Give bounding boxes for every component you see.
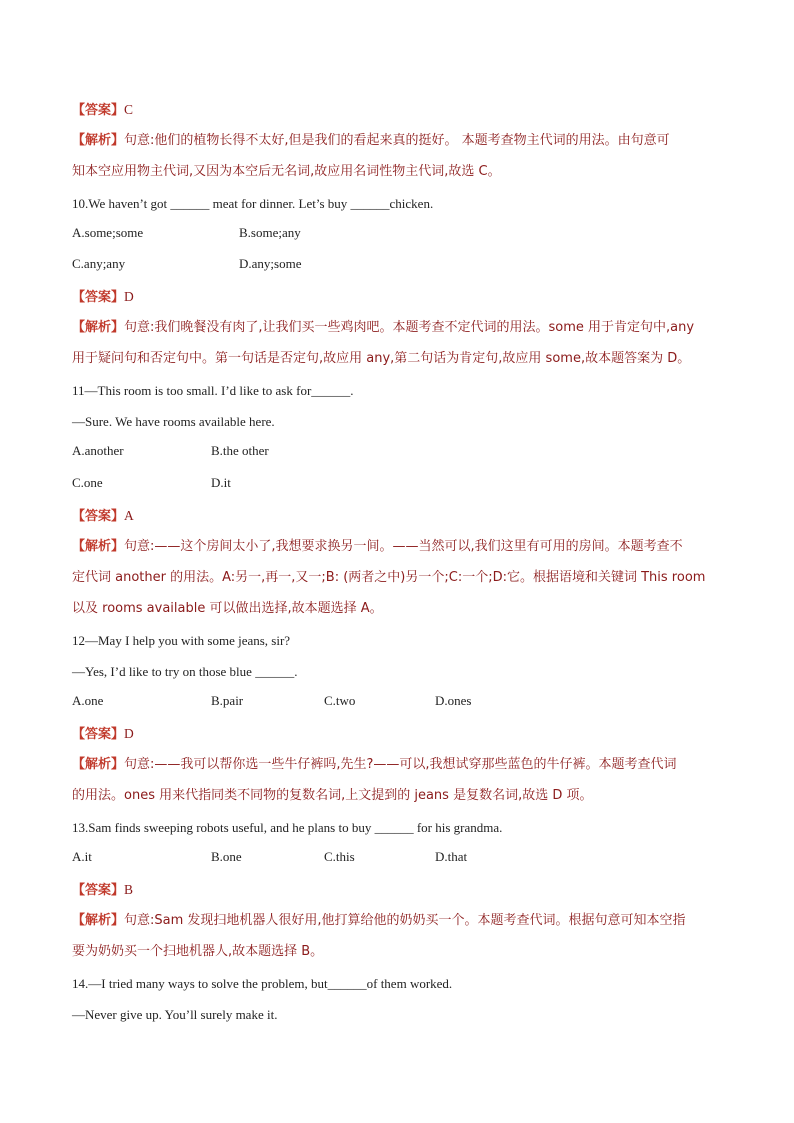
explanation-text: 定代词 another 的用法。A:另一,再一,又一;B: (两者之中)另一个;C:一个;D:它。根据语境和关键词 This room	[72, 570, 706, 585]
answer-tag: 【答案】	[72, 727, 125, 742]
answer-line-12	[72, 724, 734, 745]
explanation-tag: 【解析】	[72, 757, 125, 772]
explanation-text: 句意:Sam 发现扫地机器人很好用,他打算给他的奶奶买一个。本题考查代词。根据句意可知本空指	[124, 913, 686, 928]
answer-line-11	[72, 506, 734, 527]
option-13-c: C.this	[324, 849, 355, 864]
answer-tag: 【答案】	[72, 290, 125, 305]
option-12-d: D.ones	[435, 693, 472, 708]
question-11-line1: 11—This room is too small. I’d like to ask for______.	[72, 383, 354, 398]
answer-line-10	[72, 287, 734, 308]
explanation-line-12b	[72, 786, 734, 806]
explanation-text: 句意:我们晚餐没有肉了,让我们买一些鸡肉吧。本题考查不定代词的用法。some 用于肯定句中,any	[124, 320, 695, 335]
explanation-line-10b	[72, 349, 734, 369]
answer-tag: 【答案】	[72, 883, 125, 898]
explanation-line-13a	[72, 911, 734, 931]
explanation-text: 的用法。ones 用来代指同类不同物的复数名词,上文提到的 jeans 是复数名词,故选 D 项。	[72, 788, 593, 803]
answer-line-9	[72, 100, 734, 121]
question-13: 13.Sam finds sweeping robots useful, and he plans to buy ______ for his grandma.	[72, 820, 503, 835]
option-13-a: A.it	[72, 849, 92, 864]
question-11-line2: —Sure. We have rooms available here.	[72, 414, 275, 429]
explanation-tag: 【解析】	[72, 133, 125, 148]
question-14-line2: —Never give up. You’ll surely make it.	[72, 1007, 278, 1022]
answer-line-13	[72, 880, 734, 901]
explanation-tag: 【解析】	[72, 320, 125, 335]
option-11-c: C.one	[72, 475, 103, 490]
answer-tag: 【答案】	[72, 509, 125, 524]
explanation-text: 句意:——这个房间太小了,我想要求换另一间。——当然可以,我们这里有可用的房间。本题考查不	[124, 539, 683, 554]
option-10-c: C.any;any	[72, 256, 126, 271]
explanation-line-11b	[72, 568, 734, 588]
question-14-line1: 14.—I tried many ways to solve the problem, but______of them worked.	[72, 976, 453, 991]
answer-value: B	[124, 882, 134, 897]
explanation-line-10a	[72, 318, 734, 338]
explanation-line-11c	[72, 599, 734, 619]
option-13-b: B.one	[211, 849, 242, 864]
question-12-line2: —Yes, I’d like to try on those blue ______.	[72, 664, 298, 679]
explanation-text: 知本空应用物主代词,又因为本空后无名词,故应用名词性物主代词,故选 C。	[72, 164, 501, 179]
question-10: 10.We haven’t got ______ meat for dinner. Let’s buy ______chicken.	[72, 196, 434, 211]
answer-tag: 【答案】	[72, 103, 125, 118]
answer-value: A	[124, 508, 134, 523]
option-12-b: B.pair	[211, 693, 244, 708]
option-11-b: B.the other	[211, 443, 269, 458]
explanation-text: 句意:——我可以帮你选一些牛仔裤吗,先生?——可以,我想试穿那些蓝色的牛仔裤。本题考查代词	[124, 757, 677, 772]
explanation-tag: 【解析】	[72, 539, 125, 554]
answer-value: D	[124, 289, 134, 304]
option-12-c: C.two	[324, 693, 356, 708]
explanation-line-13b	[72, 942, 734, 962]
explanation-text: 句意:他们的植物长得不太好,但是我们的看起来真的挺好。 本题考查物主代词的用法。由句意可	[124, 133, 670, 148]
option-12-a: A.one	[72, 693, 104, 708]
explanation-text: 要为奶奶买一个扫地机器人,故本题选择 B。	[72, 944, 324, 959]
explanation-tag: 【解析】	[72, 913, 125, 928]
explanation-line-11a	[72, 537, 734, 557]
option-11-a: A.another	[72, 443, 124, 458]
explanation-line-9a	[72, 131, 734, 151]
question-12-line1: 12—May I help you with some jeans, sir?	[72, 633, 291, 648]
explanation-line-9b	[72, 162, 734, 182]
option-13-d: D.that	[435, 849, 468, 864]
option-10-b: B.some;any	[239, 225, 301, 240]
answer-value: D	[124, 726, 134, 741]
answer-value: C	[124, 102, 134, 117]
option-10-a: A.some;some	[72, 225, 144, 240]
explanation-text: 以及 rooms available 可以做出选择,故本题选择 A。	[72, 601, 383, 616]
option-10-d: D.any;some	[239, 256, 302, 271]
option-11-d: D.it	[211, 475, 231, 490]
explanation-text: 用于疑问句和否定句中。第一句话是否定句,故应用 any,第二句话为肯定句,故应用 some,故本题答案为 D。	[72, 351, 691, 366]
explanation-line-12a	[72, 755, 734, 775]
